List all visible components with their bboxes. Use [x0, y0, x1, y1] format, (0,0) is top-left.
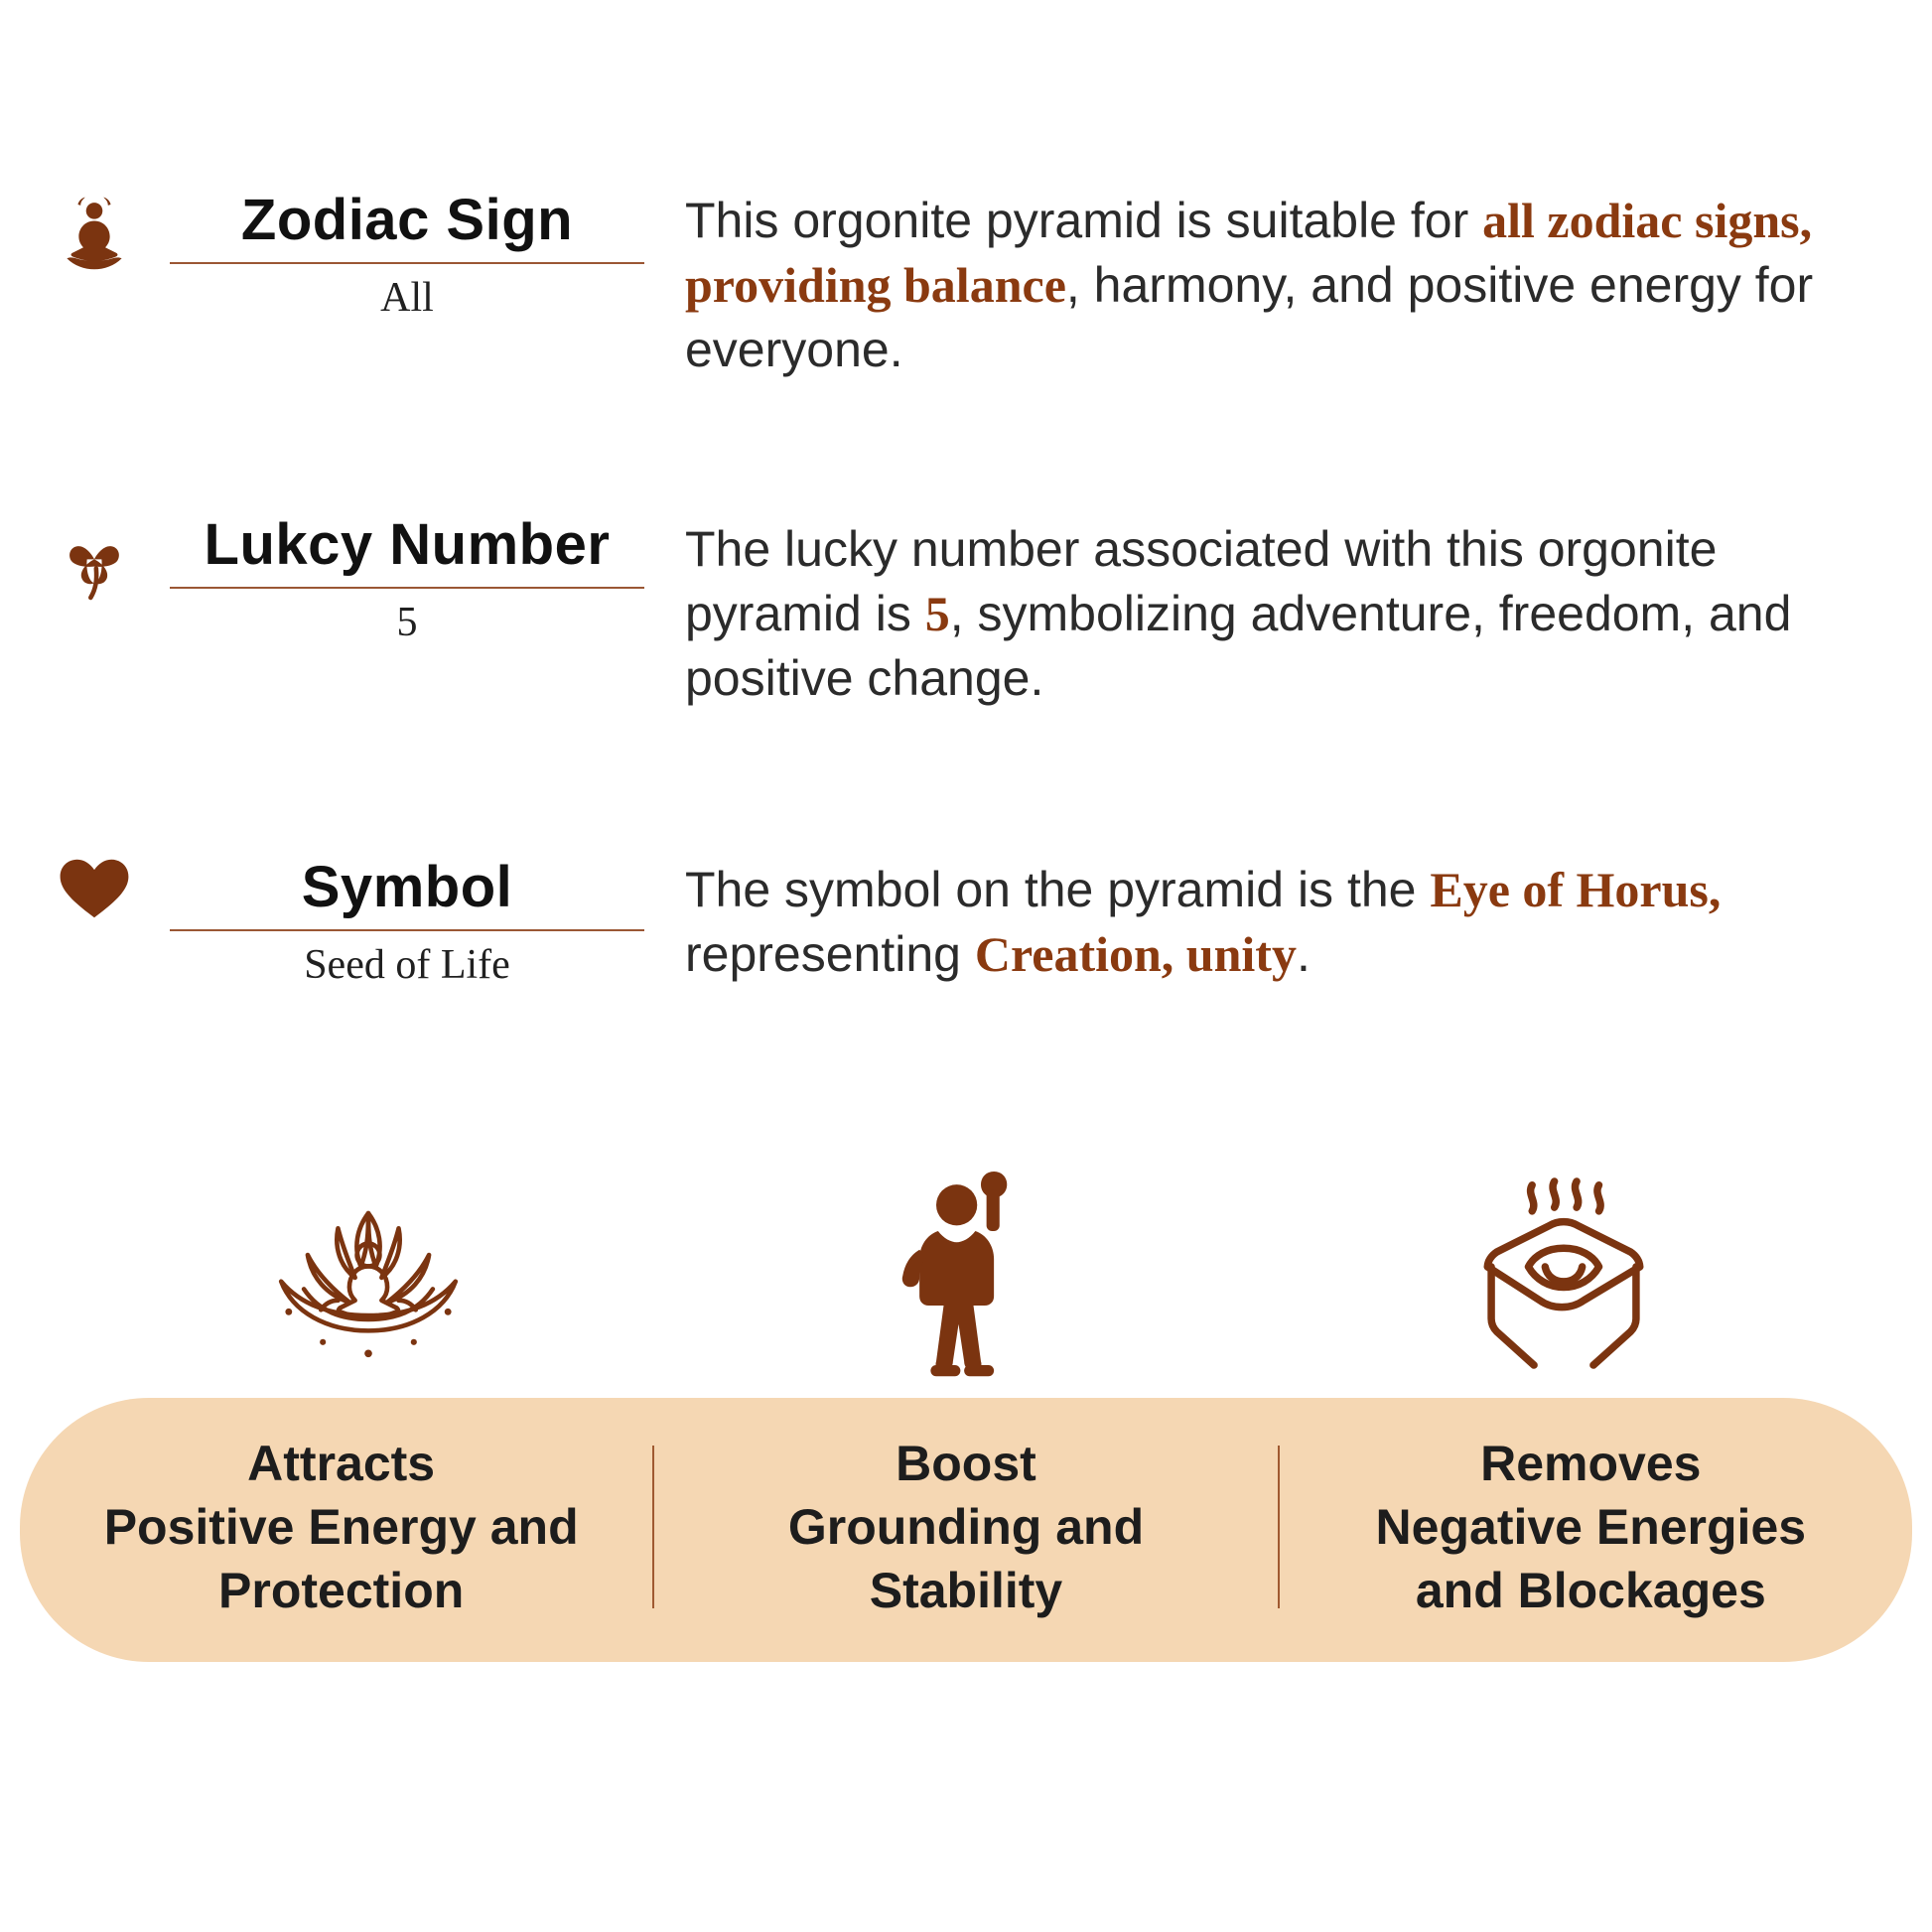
heart-icon [40, 842, 149, 931]
attribute-left [40, 189, 675, 322]
attribute-value: Seed of Life [304, 941, 510, 988]
attribute-label-wrap [149, 189, 675, 322]
benefit-text: Removes Negative Energies and Blockages [1375, 1436, 1807, 1618]
attribute-label-wrap [149, 513, 675, 646]
benefits-section [0, 1132, 1932, 1662]
attribute-value: All [380, 274, 434, 321]
raised-fist-person-icon [670, 1157, 1262, 1380]
label-underline [170, 587, 644, 589]
attribute-left [40, 513, 675, 646]
benefit-text-bar [20, 1398, 1912, 1662]
benefit-icon-row [0, 1132, 1932, 1380]
attribute-value: 5 [396, 599, 418, 645]
attribute-description: This orgonite pyramid is suitable for all zodiac signs, providing balance, harmony, and positive energy for everyone. [685, 193, 1814, 377]
label-underline [170, 929, 644, 931]
meditating-person-lotus-icon [40, 189, 149, 284]
attribute-description: The lucky number associated with this orgonite pyramid is 5, symbolizing adventure, freedom, and positive change. [685, 521, 1792, 706]
four-leaf-clover-icon [40, 513, 149, 609]
benefit-text: Boost Grounding and Stability [787, 1436, 1145, 1618]
label-underline [170, 262, 644, 264]
attribute-label: Lukcy Number [204, 512, 611, 577]
attribute-row [40, 842, 1863, 989]
benefit-divider [1278, 1446, 1280, 1608]
attribute-row [40, 513, 1863, 711]
lotus-meditation-icon [72, 1172, 664, 1380]
attribute-label: Symbol [301, 855, 513, 919]
benefit-text: Attracts Positive Energy and Protection [103, 1436, 579, 1618]
benefit-divider [652, 1446, 654, 1608]
attribute-row [40, 189, 1863, 382]
attribute-description: The symbol on the pyramid is the Eye of Horus, representing Creation, unity. [685, 862, 1722, 982]
head-clearing-smoke-icon [1268, 1167, 1860, 1380]
attribute-left [40, 842, 675, 989]
attribute-label: Zodiac Sign [240, 188, 574, 252]
attribute-label-wrap [149, 842, 675, 989]
